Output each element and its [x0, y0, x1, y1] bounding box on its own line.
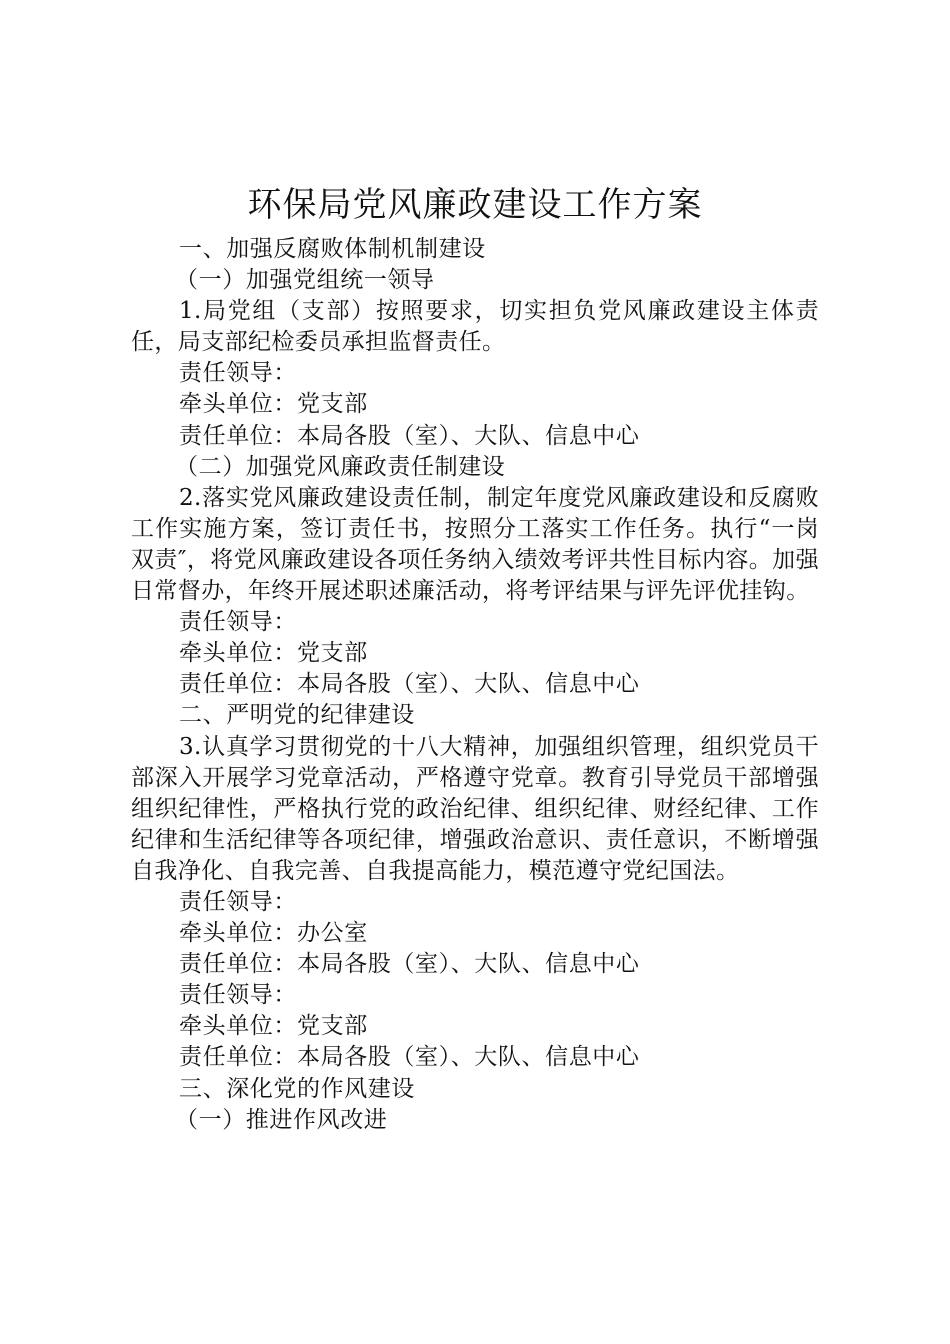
lead-unit-line: 牵头单位：党支部 — [179, 1013, 368, 1040]
responsible-unit-line: 责任单位：本局各股（室）、大队、信息中心 — [179, 422, 640, 449]
lead-unit-line: 牵头单位：党支部 — [179, 391, 368, 418]
subsection-heading: （二）加强党风廉政责任制建设 — [175, 453, 506, 480]
section-heading: 三、深化党的作风建设 — [179, 1075, 415, 1102]
responsible-unit-line: 责任单位：本局各股（室）、大队、信息中心 — [179, 1044, 640, 1071]
document-body — [131, 234, 819, 1136]
section-heading: 二、严明党的纪律建设 — [179, 702, 415, 729]
responsible-unit-line: 责任单位：本局各股（室）、大队、信息中心 — [179, 671, 640, 698]
paragraph: 2.落实党风廉政建设责任制，制定年度党风廉政建设和反腐败工作实施方案，签订责任书，按照分工落实工作任务。执行“一岗双责″，将党风廉政建设各项任务纳入绩效考评共性目标内容。加强日常督办，年终开展述职述廉活动，将考评结果与评先评优挂钩。 — [131, 484, 819, 605]
responsible-unit-line: 责任单位：本局各股（室）、大队、信息中心 — [179, 951, 640, 978]
paragraph: 3.认真学习贯彻党的十八大精神，加强组织管理，组织党员干部深入开展学习党章活动，严格遵守党章。教育引导党员干部增强组织纪律性，严格执行党的政治纪律、组织纪律、财经纪律、工作纪律和生活纪律等各项纪律，增强政治意识、责任意识，不断增强自我净化、自我完善、自我提高能力，模范遵守党纪国法。 — [131, 733, 819, 884]
subsection-heading: （一）加强党组统一领导 — [175, 267, 435, 294]
responsible-leader-line: 责任领导： — [179, 360, 297, 387]
lead-unit-line: 牵头单位：办公室 — [179, 920, 368, 947]
subsection-heading: （一）推进作风改进 — [175, 1106, 388, 1133]
responsible-leader-line: 责任领导： — [179, 609, 297, 636]
paragraph: 1.局党组（支部）按照要求，切实担负党风廉政建设主体责任，局支部纪检委员承担监督责任。 — [131, 298, 819, 356]
responsible-leader-line: 责任领导： — [179, 888, 297, 915]
section-heading: 一、加强反腐败体制机制建设 — [179, 236, 486, 262]
lead-unit-line: 牵头单位：党支部 — [179, 640, 368, 667]
document-title: 环保局党风廉政建设工作方案 — [247, 185, 703, 225]
responsible-leader-line: 责任领导： — [179, 982, 297, 1009]
